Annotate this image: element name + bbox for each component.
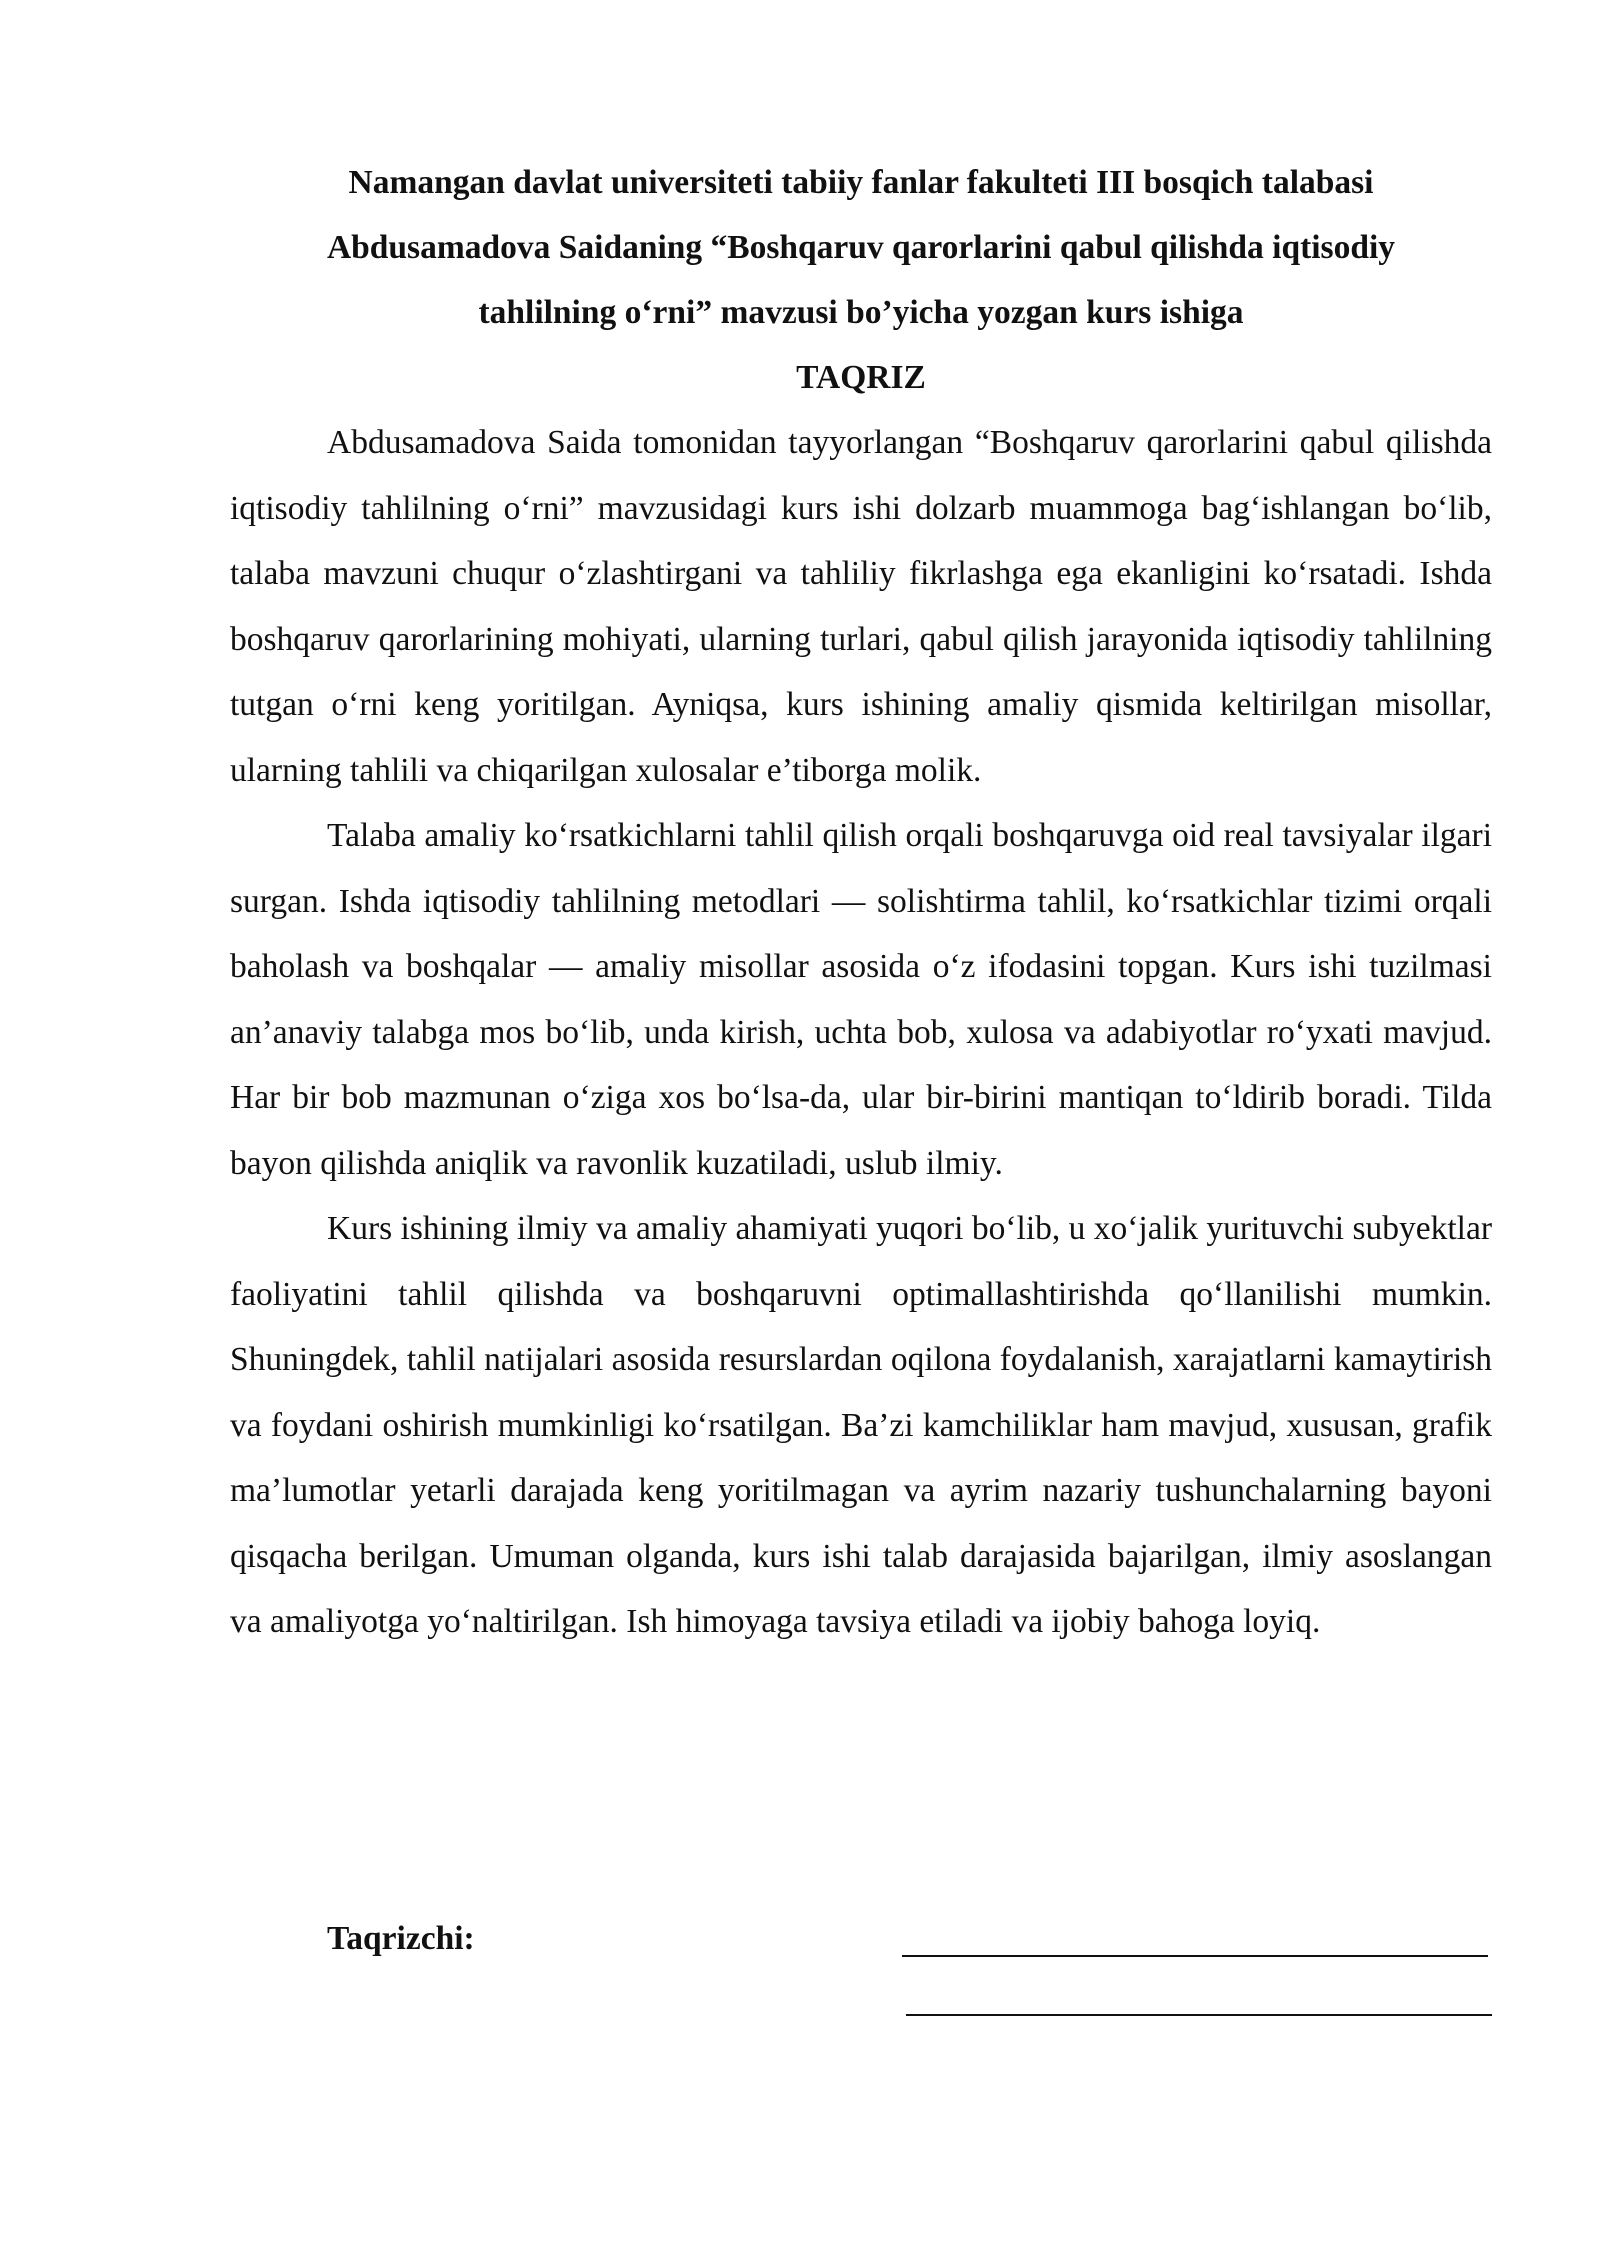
document-heading: Namangan davlat universiteti tabiiy fanlar fakulteti III bosqich talabasi Abdusamadova Saidaning “Boshqaruv qarorlarini qabul qilishda iqtisodiy tahlilning o‘rni” mavzusi bo’yicha yozgan kurs ishiga [326,164,1396,331]
body-paragraph-1: Abdusamadova Saida tomonidan tayyorlangan “Boshqaruv qarorlarini qabul qilishda iqtisodiy tahlilning o‘rni” mavzusidagi kurs ishi dolzarb muammoga bag‘ishlangan bo‘lib, talaba mavzuni chuqur o‘zlashtirgani va tahliliy fikrlashga ega ekanligini ko‘rsatadi. Ishda boshqaruv qarorlarining mohiyati, ularning turlari, qabul qilish jarayonida iqtisodiy tahlilning tutgan o‘rni keng yoritilgan. Ayniqsa, kurs ishining amaliy qismida keltirilgan misollar, ularning tahlili va chiqarilgan xulosalar e’tiborga molik. [230,424,1492,789]
document-page [230,150,1492,1957]
document-title: TAQRIZ [796,359,926,396]
body-paragraph-3: Kurs ishining ilmiy va amaliy ahamiyati yuqori bo‘lib, u xo‘jalik yurituvchi subyektlar faoliyatini tahlil qilishda va boshqaruvni optimallashtirishda qo‘llanilishi mumkin. Shuningdek, tahlil natijalari asosida resurslardan oqilona foydalanish, xarajatlarni kamaytirish va foydani oshirish mumkinligi ko‘rsatilgan. Ba’zi kamchiliklar ham mavjud, xususan, grafik ma’lumotlar yetarli darajada keng yoritilmagan va ayrim nazariy tushunchalarning bayoni qisqacha berilgan. Umuman olganda, kurs ishi talab darajasida bajarilgan, ilmiy asoslangan va amaliyotga yo‘naltirilgan. Ish himoyaga tavsiya etiladi va ijobiy bahoga loyiq. [230,1210,1492,1640]
signature-line-1 [902,1955,1488,1957]
signature-line-2 [906,2014,1492,2016]
body-paragraph-2: Talaba amaliy ko‘rsatkichlarni tahlil qilish orqali boshqaruvga oid real tavsiyalar ilgari surgan. Ishda iqtisodiy tahlilning metodlari — solishtirma tahlil, ko‘rsatkichlar tizimi orqali baholash va boshqalar — amaliy misollar asosida o‘z ifodasini topgan. Kurs ishi tuzilmasi an’anaviy talabga mos bo‘lib, unda kirish, uchta bob, xulosa va adabiyotlar ro‘yxati mavjud. Har bir bob mazmunan o‘ziga xos bo‘lsa-da, ular bir-birini mantiqan to‘ldirib boradi. Tilda bayon qilishda aniqlik va ravonlik kuzatiladi, uslub ilmiy. [230,817,1492,1182]
reviewer-label: Taqrizchi: [327,1920,475,1957]
signature-block [230,1903,1492,2043]
